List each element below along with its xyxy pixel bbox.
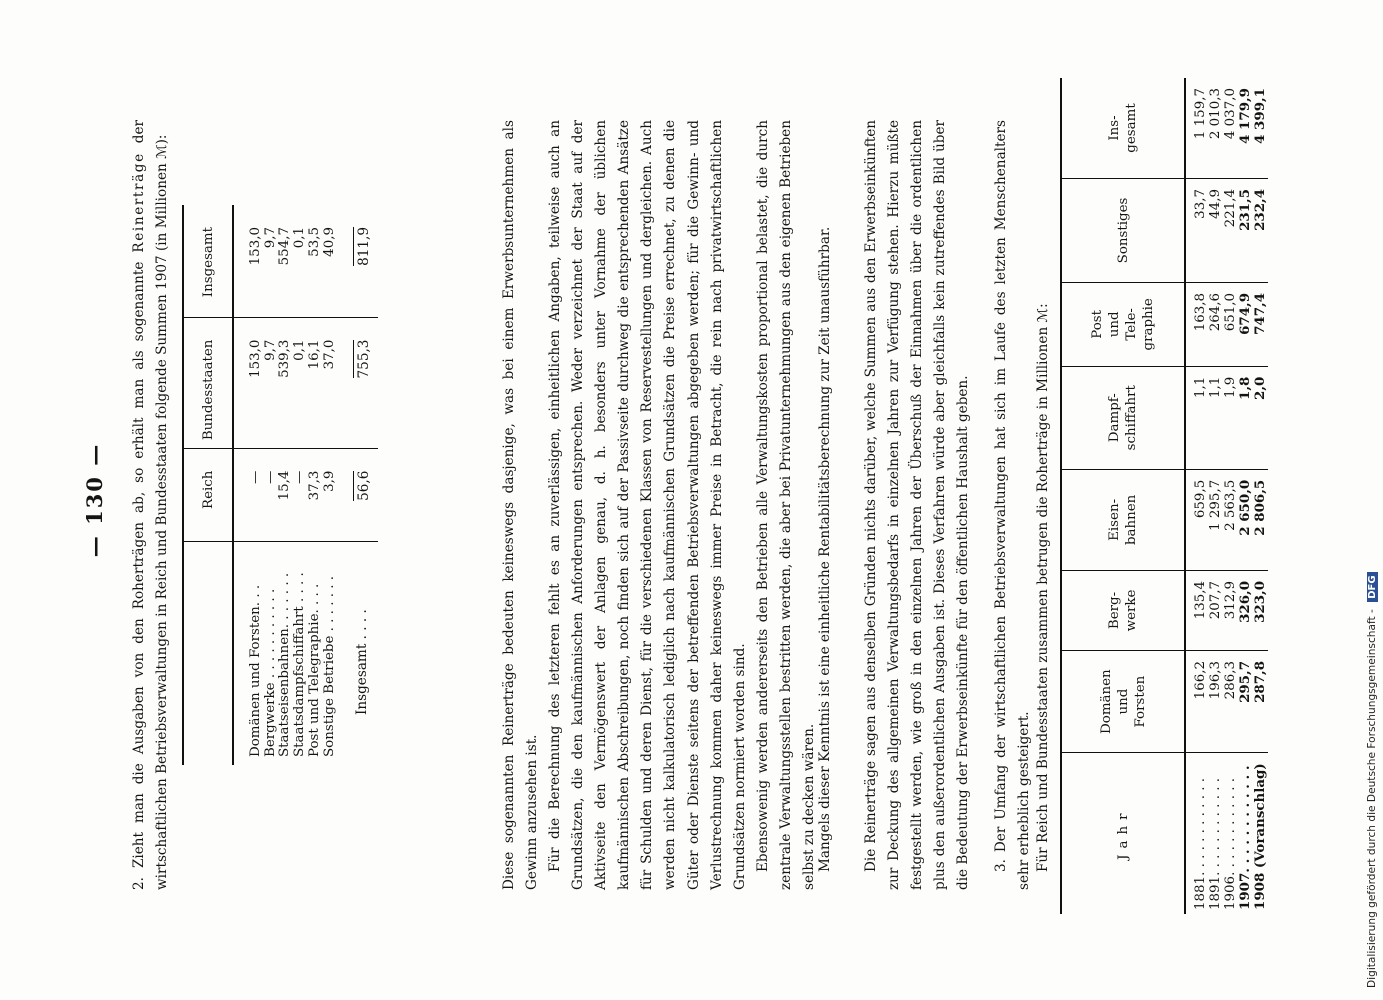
table2-header-sonstiges: Sonstiges [1061,178,1185,282]
intro-paragraph [128,120,174,890]
table1-header-reich: Reich [183,448,233,541]
paragraph-4: Mangels dieser Kenntnis ist eine einheitliche Rentabilitätsberechnung zur Zeit unausführbar. [817,226,833,872]
table2-header-bergwerke: Berg- werke [1061,570,1185,650]
paragraph-7: Für Reich und Bundesstaaten zusammen betrugen die Roherträge in Millionen ℳ: [1035,303,1051,872]
gross-revenue-table [1060,78,1268,914]
table-row: Staatsdampfschiffahrt . . . . — 0,1 0,1 [293,205,308,765]
paragraph-5: Die Reinerträge sagen aus denselben Gründen nichts darüber, welche Summen aus den Erwerbseinkünften zur Deckung des allgemeinen Verwaltungsbedarfs in einzelnen Jahren zur Verfügung stehen. Hierzu müßte festgestellt werden, wie groß in den einzelnen Jahren der Überschuß der Einnahmen über die ordentlichen plus den außerordentlichen Ausgaben ist. Dieses Verfahren würde aber gleichfalls kein zutreffendes Bild über die Bedeutung der Erwerbseinkünfte für den öffentlichen Haushalt geben. [863,120,972,890]
paragraph-2: Für die Berechnung des letzteren fehlt es an zuverlässigen, einheitlichen Angaben, teilweise auch an Grundsätzen, die den kaufmännischen Anforderungen entsprechen. Weder verzeichnet der Staat auf der Aktivseite den Vermögenswert der Anlagen genau, d. h. besonders unter Vornahme der üblichen kaufmännischen Abschreibungen, noch finden sich auf der Passivseite durchweg die entsprechenden Ansätze für Schulden und deren Dienst, für die verschiedenen Klassen von Reservestellungen und dergleichen. Auch werden nicht kalkulatorisch lediglich nach kaufmännischen Grundsätzen die Preise errechnet, zu denen die Güter oder Dienste seitens der betreffenden Betriebsverwaltungen abgegeben werden; für die Gewinn- und Verlustrechnung kommen daher keineswegs immer Preise in Betracht, die rein nach privatwirtschaftlichen Grundsätzen normiert worden sind. [547,120,748,890]
table1-header-label [183,541,233,765]
table-row: 1906. . . . . . . . . . . . 286,3 312,9 2 563,5 1,9 651,0 221,4 4 037,0 [1224,78,1239,914]
table-row: Sonstige Betriebe . . . . . . . 3,9 37,0 40,9 [323,205,338,765]
table-row: 1881. . . . . . . . . . . . 166,2 135,4 659,5 1,1 163,8 33,7 1 159,7 [1185,78,1209,914]
table-row: 1891. . . . . . . . . . . . 196,3 207,7 1 295,7 1,1 264,6 44,9 2 010,3 [1209,78,1224,914]
table2-header-domaenen: Domänen und Forsten [1061,650,1185,752]
intro-rest: der wirtschaftlichen Betriebsverwaltungen in Reich und Bundesstaaten folgende Summen 1907 (in Millionen ℳ): [131,120,171,890]
paragraph-6: 3. Der Umfang der wirtschaftlichen Betriebsverwaltungen hat sich im Laufe des letzten Menschenalters sehr erheblich gesteigert. [993,120,1033,890]
table-row: Post und Telegraphie. . . . 37,3 16,1 53,5 [308,205,323,765]
table1-header-bundesstaaten: Bundesstaaten [183,317,233,448]
digitization-credit-text: Digitalisierung gefördert durch die Deutsche Forschungsgemeinschaft - [1366,609,1378,988]
table1-total-row: Insgesamt . . . . 56,6 755,3 811,9 [338,205,378,765]
intro-term: Reinerträge [131,152,147,253]
paragraph-3: Ebensowenig werden andererseits den Betrieben alle Verwaltungskosten proportional belastet, die durch zentrale Verwaltungsstellen bestritten werden, die aber bei Privatunternehmungen aus den eigenen Betrieben selbst zu decken wären. [755,120,818,890]
table2-header-insgesamt: Ins- gesamt [1061,78,1185,178]
table2-header-row [1061,78,1185,914]
net-revenue-table [182,205,378,765]
table1-header-insgesamt: Insgesamt [183,205,233,317]
page-number: — 130 — [82,442,107,558]
table-row: Domänen und Forsten. . . — 153,0 153,0 [249,205,264,765]
table2-header-eisenbahnen: Eisen- bahnen [1061,469,1185,570]
table1-header-row [183,205,233,765]
table2-header-post: Post und Tele- graphie [1061,282,1185,366]
intro-lead: 2. Zieht man die Ausgaben von den Roherträgen ab, so erhält man als sogenannte [131,252,147,890]
table-row: Staatseisenbahnen. . . . . . . 15,4 539,3 554,7 [278,205,293,765]
table2-header-dampfschiffahrt: Dampf- schiffahrt [1061,366,1185,469]
table-row: 1908 (Voranschlag) 287,8 323,0 2 806,5 2,0 747,4 232,4 4 399,1 [1253,78,1268,914]
dfg-logo: DFG [1367,572,1378,601]
paragraph-1: Diese sogenannten Reinerträge bedeuten keineswegs dasjenige, was bei einem Erwerbsunternehmen als Gewinn anzusehen ist. [501,120,541,890]
rotated-page [70,50,1350,950]
table-row: 1907. . . . . . . . . . . . 295,7 326,0 2 650,0 1,8 674,9 231,5 4 179,9 [1238,78,1253,914]
table2-header-jahr: Jahr [1061,753,1185,914]
digitization-credit [1366,572,1378,988]
table-row: Bergwerke . . . . . . . . . . . — 9,7 9,7 [264,205,279,765]
